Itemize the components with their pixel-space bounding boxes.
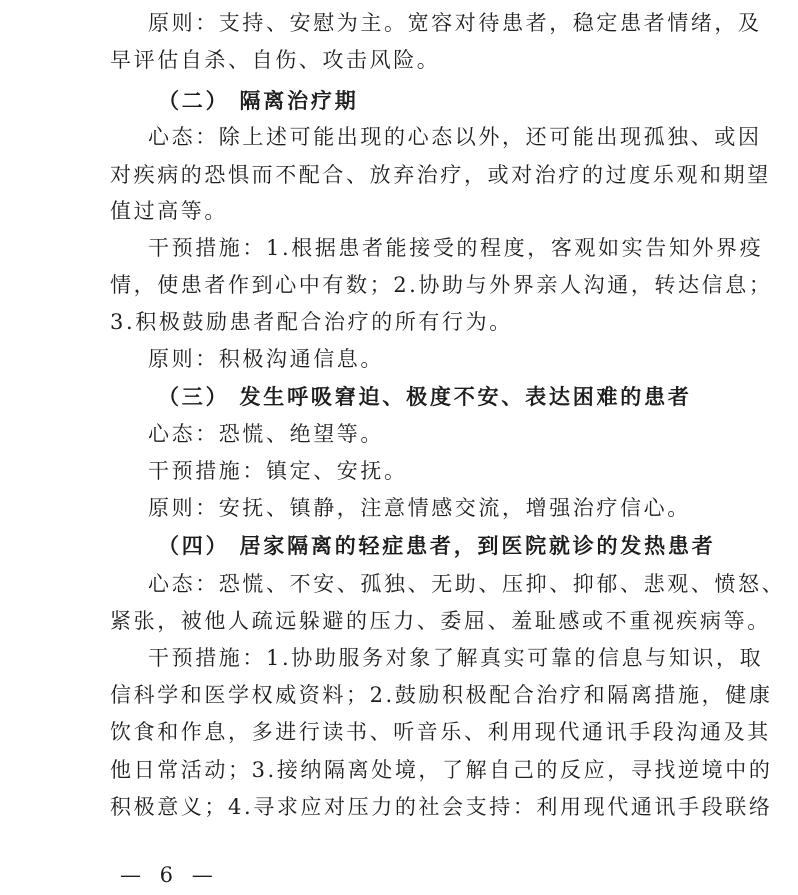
paragraph-line: 3.积极鼓励患者配合治疗的所有行为。 (110, 310, 513, 334)
paragraph-line: 对疾病的恐惧而不配合、放弃治疗，或对治疗的过度乐观和期望 (110, 163, 771, 187)
paragraph-line: 心态：除上述可能出现的心态以外，还可能出现孤独、或因 (148, 125, 762, 149)
paragraph-line: 值过高等。 (110, 199, 228, 223)
paragraph-line: 心态：恐慌、不安、孤独、无助、压抑、抑郁、悲观、愤怒、 (148, 572, 786, 596)
section-heading: （四） 居家隔离的轻症患者，到医院就诊的发热患者 (158, 533, 716, 558)
paragraph-line: 信科学和医学权威资料；2.鼓励积极配合治疗和隔离措施，健康 (110, 683, 773, 707)
paragraph-line: 干预措施：镇定、安抚。 (148, 459, 408, 483)
paragraph-line: 干预措施：1.根据患者能接受的程度，客观如实告知外界疫 (148, 236, 764, 260)
paragraph-line: 情，使患者作到心中有数；2.协助与外界亲人沟通，转达信息； (110, 273, 773, 297)
section-heading: （二） 隔离治疗期 (158, 88, 359, 113)
paragraph-line: 他日常活动；3.接纳隔离处境，了解自己的反应，寻找逆境中的 (110, 758, 773, 782)
paragraph-line: 原则：支持、安慰为主。宽容对待患者，稳定患者情绪，及 (148, 11, 762, 35)
paragraph-line: 干预措施：1.协助服务对象了解真实可靠的信息与知识，取 (148, 646, 764, 670)
paragraph-line: 紧张，被他人疏远躲避的压力、委屈、羞耻感或不重视疾病等。 (110, 609, 771, 633)
section-heading: （三） 发生呼吸窘迫、极度不安、表达困难的患者 (158, 384, 692, 409)
paragraph-line: 饮食和作息，多进行读书、听音乐、利用现代通讯手段沟通及其 (110, 720, 771, 744)
paragraph-line: 原则：安抚、镇静，注意情感交流，增强治疗信心。 (148, 496, 691, 520)
page-number: — 6 — (120, 863, 219, 887)
paragraph-line: 早评估自杀、自伤、攻击风险。 (110, 48, 441, 72)
paragraph-line: 原则：积极沟通信息。 (148, 347, 384, 371)
paragraph-line: 积极意义；4.寻求应对压力的社会支持：利用现代通讯手段联络 (110, 795, 773, 819)
paragraph-line: 心态：恐慌、绝望等。 (148, 422, 384, 446)
